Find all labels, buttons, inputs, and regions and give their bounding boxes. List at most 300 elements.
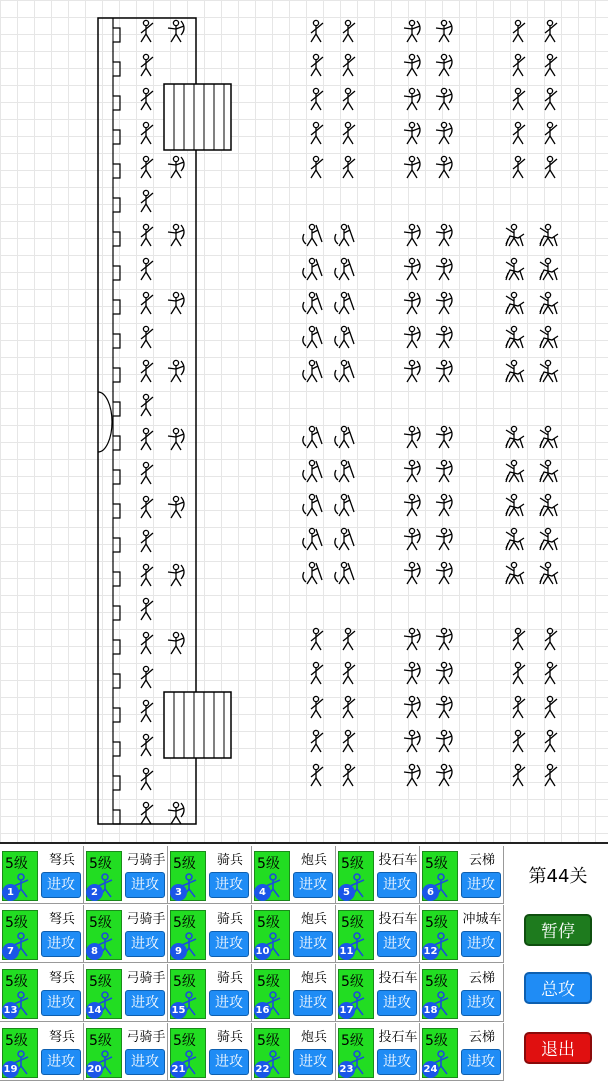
archer-unit: [168, 428, 184, 450]
unit-card: [0, 1023, 84, 1081]
defender-unit: [141, 700, 153, 722]
unit-portrait[interactable]: [254, 851, 290, 901]
unit-name: 炮兵: [300, 853, 327, 868]
archer-unit: [404, 562, 420, 584]
unit-slot-number: 17: [338, 1002, 355, 1019]
defender-unit: [141, 666, 153, 688]
attack-button[interactable]: 进攻: [209, 990, 249, 1016]
heavy-unit: [335, 258, 354, 280]
unit-portrait[interactable]: [422, 910, 458, 960]
unit-card: [0, 905, 84, 963]
unit-portrait[interactable]: [422, 1028, 458, 1078]
archer-unit: [436, 224, 452, 246]
unit-level: 5级: [173, 1033, 196, 1049]
cavalry-unit: [506, 224, 524, 246]
pause-button[interactable]: 暂停: [524, 914, 592, 946]
soldier-unit: [311, 764, 323, 786]
unit-portrait[interactable]: [86, 1028, 122, 1078]
archer-unit: [168, 224, 184, 246]
cavalry-unit: [506, 360, 524, 382]
archer-unit: [404, 224, 420, 246]
archer-unit: [168, 496, 184, 518]
attack-button[interactable]: 进攻: [125, 931, 165, 957]
unit-portrait[interactable]: [170, 851, 206, 901]
attack-button[interactable]: 进攻: [293, 990, 333, 1016]
archer-unit: [436, 662, 452, 684]
unit-portrait[interactable]: [338, 969, 374, 1019]
soldier-unit: [513, 696, 525, 718]
soldier-unit: [343, 628, 355, 650]
soldier-unit: [545, 730, 557, 752]
unit-name: 弓骑手: [126, 971, 166, 986]
heavy-unit: [335, 426, 354, 448]
unit-name: 云梯: [468, 971, 495, 986]
unit-card: [84, 905, 168, 963]
soldier-unit: [513, 54, 525, 76]
unit-card: [168, 846, 252, 904]
heavy-unit: [303, 494, 322, 516]
heavy-unit: [335, 494, 354, 516]
defender-unit: [141, 802, 153, 824]
cavalry-unit: [540, 258, 558, 280]
unit-slot-number: 4: [254, 884, 271, 901]
soldier-unit: [343, 156, 355, 178]
cavalry-unit: [506, 460, 524, 482]
archer-unit: [404, 730, 420, 752]
archer-unit: [168, 802, 184, 824]
fortress-wall-crenellation: [113, 18, 120, 824]
unit-slot-number: 12: [422, 943, 439, 960]
defender-unit: [141, 224, 153, 246]
soldier-unit: [311, 20, 323, 42]
cavalry-unit: [540, 494, 558, 516]
heavy-unit: [303, 528, 322, 550]
unit-level: 5级: [257, 856, 280, 872]
unit-level: 5级: [89, 856, 112, 872]
archer-unit: [404, 156, 420, 178]
unit-level: 5级: [89, 974, 112, 990]
attack-button[interactable]: 进攻: [41, 990, 81, 1016]
unit-portrait[interactable]: [2, 969, 38, 1019]
archer-unit: [404, 292, 420, 314]
soldier-unit: [343, 20, 355, 42]
unit-card: [336, 1023, 420, 1081]
heavy-unit: [303, 360, 322, 382]
defender-unit: [141, 598, 153, 620]
soldier-unit: [343, 764, 355, 786]
cavalry-unit: [506, 258, 524, 280]
archer-unit: [436, 54, 452, 76]
unit-slot-number: 20: [86, 1061, 103, 1078]
unit-level: 5级: [425, 1033, 448, 1049]
soldier-unit: [513, 662, 525, 684]
cavalry-unit: [540, 292, 558, 314]
defender-unit: [141, 88, 153, 110]
defender-unit: [141, 54, 153, 76]
attack-button[interactable]: 进攻: [41, 931, 81, 957]
archer-unit: [436, 696, 452, 718]
attack-button[interactable]: 进攻: [41, 872, 81, 898]
archer-unit: [404, 528, 420, 550]
unit-slot-number: 6: [422, 884, 439, 901]
unit-card: [84, 846, 168, 904]
unit-slot-number: 9: [170, 943, 187, 960]
archer-unit: [436, 494, 452, 516]
unit-card: [0, 846, 84, 904]
soldier-unit: [513, 88, 525, 110]
unit-name: 投石车: [378, 1030, 418, 1045]
defender-unit: [141, 258, 153, 280]
unit-slot-number: 22: [254, 1061, 271, 1078]
archer-unit: [436, 20, 452, 42]
unit-slot-number: 2: [86, 884, 103, 901]
fortress-tower-top: [164, 84, 231, 150]
attack-button[interactable]: 进攻: [377, 990, 417, 1016]
cavalry-unit: [540, 562, 558, 584]
archer-unit: [404, 20, 420, 42]
unit-name: 弩兵: [48, 912, 75, 927]
unit-name: 投石车: [378, 971, 418, 986]
defender-unit: [141, 122, 153, 144]
unit-level: 5级: [341, 974, 364, 990]
archer-unit: [436, 628, 452, 650]
unit-level: 5级: [5, 915, 28, 931]
unit-level: 5级: [341, 915, 364, 931]
soldier-unit: [343, 730, 355, 752]
unit-portrait[interactable]: [86, 910, 122, 960]
cavalry-unit: [506, 426, 524, 448]
soldier-unit: [513, 122, 525, 144]
soldier-unit: [545, 156, 557, 178]
unit-portrait[interactable]: [86, 969, 122, 1019]
unit-level: 5级: [173, 974, 196, 990]
unit-portrait[interactable]: [86, 851, 122, 901]
unit-name: 弓骑手: [126, 853, 166, 868]
archer-unit: [436, 258, 452, 280]
attack-button[interactable]: 进攻: [293, 931, 333, 957]
soldier-unit: [343, 662, 355, 684]
unit-name: 弩兵: [48, 853, 75, 868]
defender-unit: [141, 394, 153, 416]
cavalry-unit: [506, 326, 524, 348]
unit-level: 5级: [257, 1033, 280, 1049]
unit-level: 5级: [173, 915, 196, 931]
unit-portrait[interactable]: [2, 1028, 38, 1078]
soldier-unit: [545, 696, 557, 718]
unit-slot-number: 23: [338, 1061, 355, 1078]
defender-unit: [141, 190, 153, 212]
heavy-unit: [303, 326, 322, 348]
unit-card: [336, 905, 420, 963]
archer-unit: [404, 54, 420, 76]
unit-name: 弩兵: [48, 971, 75, 986]
defender-unit: [141, 20, 153, 42]
soldier-unit: [545, 764, 557, 786]
soldier-unit: [343, 122, 355, 144]
defender-unit: [141, 428, 153, 450]
unit-card: [252, 846, 336, 904]
unit-level: 5级: [257, 915, 280, 931]
archer-unit: [436, 460, 452, 482]
heavy-unit: [303, 562, 322, 584]
heavy-unit: [303, 460, 322, 482]
heavy-unit: [335, 460, 354, 482]
cavalry-unit: [506, 528, 524, 550]
unit-portrait[interactable]: [338, 1028, 374, 1078]
unit-name: 弩兵: [48, 1030, 75, 1045]
heavy-unit: [335, 292, 354, 314]
archer-unit: [436, 426, 452, 448]
unit-card: [252, 905, 336, 963]
soldier-unit: [343, 696, 355, 718]
attack-button[interactable]: 进攻: [125, 990, 165, 1016]
unit-card: [336, 964, 420, 1022]
unit-card: [420, 1023, 504, 1081]
defender-unit: [141, 734, 153, 756]
archer-unit: [404, 426, 420, 448]
attack-button[interactable]: 进攻: [41, 1049, 81, 1075]
unit-name: 冲城车: [462, 912, 502, 927]
unit-level: 5级: [257, 974, 280, 990]
defender-unit: [141, 462, 153, 484]
unit-slot-number: 7: [2, 943, 19, 960]
unit-card: [0, 964, 84, 1022]
archer-unit: [436, 122, 452, 144]
archer-unit: [404, 88, 420, 110]
heavy-unit: [303, 292, 322, 314]
unit-name: 骑兵: [216, 1030, 243, 1045]
unit-slot-number: 24: [422, 1061, 439, 1078]
archer-unit: [168, 292, 184, 314]
heavy-unit: [335, 360, 354, 382]
archer-unit: [168, 20, 184, 42]
unit-card: [84, 1023, 168, 1081]
heavy-unit: [335, 224, 354, 246]
unit-card: [84, 964, 168, 1022]
unit-card: [336, 846, 420, 904]
unit-level: 5级: [173, 856, 196, 872]
archer-unit: [436, 88, 452, 110]
heavy-unit: [335, 528, 354, 550]
unit-level: 5级: [89, 915, 112, 931]
attack-button[interactable]: 进攻: [209, 931, 249, 957]
exit-button[interactable]: 退出: [524, 1032, 592, 1064]
archer-unit: [436, 360, 452, 382]
unit-name: 骑兵: [216, 912, 243, 927]
cavalry-unit: [540, 224, 558, 246]
unit-name: 炮兵: [300, 971, 327, 986]
attack-button[interactable]: 进攻: [461, 1049, 501, 1075]
soldier-unit: [545, 628, 557, 650]
soldier-unit: [311, 156, 323, 178]
attack-button[interactable]: 进攻: [461, 990, 501, 1016]
soldier-unit: [545, 54, 557, 76]
cavalry-unit: [506, 494, 524, 516]
heavy-unit: [303, 426, 322, 448]
archer-unit: [436, 528, 452, 550]
unit-portrait[interactable]: [254, 910, 290, 960]
unit-portrait[interactable]: [2, 851, 38, 901]
unit-level: 5级: [89, 1033, 112, 1049]
attack-button[interactable]: 进攻: [125, 872, 165, 898]
defender-unit: [141, 530, 153, 552]
soldier-unit: [545, 122, 557, 144]
unit-card: [168, 1023, 252, 1081]
cavalry-unit: [506, 562, 524, 584]
unit-slot-number: 1: [2, 884, 19, 901]
unit-slot-number: 14: [86, 1002, 103, 1019]
soldier-unit: [513, 730, 525, 752]
archer-unit: [404, 122, 420, 144]
soldier-unit: [311, 696, 323, 718]
unit-card: [252, 964, 336, 1022]
attack-button[interactable]: 进攻: [377, 872, 417, 898]
unit-slot-number: 3: [170, 884, 187, 901]
cavalry-unit: [540, 426, 558, 448]
attack-button[interactable]: 进攻: [377, 931, 417, 957]
archer-unit: [404, 494, 420, 516]
archer-unit: [168, 360, 184, 382]
archer-unit: [168, 156, 184, 178]
soldier-unit: [545, 20, 557, 42]
archer-unit: [404, 258, 420, 280]
soldier-unit: [513, 764, 525, 786]
unit-portrait[interactable]: [254, 1028, 290, 1078]
unit-portrait[interactable]: [422, 969, 458, 1019]
unit-slot-number: 8: [86, 943, 103, 960]
unit-level: 5级: [425, 856, 448, 872]
archer-unit: [436, 156, 452, 178]
unit-slot-number: 10: [254, 943, 271, 960]
soldier-unit: [311, 122, 323, 144]
unit-name: 炮兵: [300, 1030, 327, 1045]
unit-level: 5级: [425, 915, 448, 931]
archer-unit: [404, 460, 420, 482]
unit-slot-number: 21: [170, 1061, 187, 1078]
unit-level: 5级: [5, 974, 28, 990]
archer-unit: [436, 730, 452, 752]
unit-name: 骑兵: [216, 971, 243, 986]
archer-unit: [168, 564, 184, 586]
defender-unit: [141, 292, 153, 314]
attack-button[interactable]: 进攻: [125, 1049, 165, 1075]
unit-slot-number: 15: [170, 1002, 187, 1019]
archer-unit: [404, 764, 420, 786]
archer-unit: [404, 696, 420, 718]
unit-portrait[interactable]: [422, 851, 458, 901]
attack-button[interactable]: 进攻: [293, 872, 333, 898]
unit-card: [168, 964, 252, 1022]
unit-name: 骑兵: [216, 853, 243, 868]
cavalry-unit: [540, 360, 558, 382]
heavy-unit: [303, 224, 322, 246]
soldier-unit: [545, 88, 557, 110]
unit-card: [252, 1023, 336, 1081]
unit-portrait[interactable]: [254, 969, 290, 1019]
unit-slot-number: 16: [254, 1002, 271, 1019]
defender-unit: [141, 632, 153, 654]
unit-card: [420, 964, 504, 1022]
heavy-unit: [335, 562, 354, 584]
archer-unit: [436, 292, 452, 314]
unit-slot-number: 19: [2, 1061, 19, 1078]
control-panel: [0, 842, 608, 1082]
attack-button[interactable]: 进攻: [461, 931, 501, 957]
attack-button[interactable]: 进攻: [293, 1049, 333, 1075]
archer-unit: [404, 326, 420, 348]
unit-card: [420, 846, 504, 904]
soldier-unit: [513, 156, 525, 178]
unit-level: 5级: [5, 856, 28, 872]
archer-unit: [404, 662, 420, 684]
cavalry-unit: [506, 292, 524, 314]
attack-button[interactable]: 进攻: [461, 872, 501, 898]
unit-name: 弓骑手: [126, 912, 166, 927]
unit-slot-number: 13: [2, 1002, 19, 1019]
unit-portrait[interactable]: [338, 910, 374, 960]
soldier-unit: [343, 54, 355, 76]
unit-level: 5级: [341, 856, 364, 872]
attack-button[interactable]: 进攻: [209, 1049, 249, 1075]
unit-card: [420, 905, 504, 963]
soldier-unit: [311, 54, 323, 76]
heavy-unit: [303, 258, 322, 280]
defender-unit: [141, 564, 153, 586]
unit-portrait[interactable]: [2, 910, 38, 960]
fortress-tower-bottom: [164, 692, 231, 758]
soldier-unit: [513, 20, 525, 42]
unit-level: 5级: [5, 1033, 28, 1049]
unit-name: 炮兵: [300, 912, 327, 927]
unit-level: 5级: [425, 974, 448, 990]
defender-unit: [141, 496, 153, 518]
unit-slot-number: 18: [422, 1002, 439, 1019]
fortress-gate: [98, 392, 112, 452]
unit-name: 云梯: [468, 1030, 495, 1045]
attack-button[interactable]: 进攻: [377, 1049, 417, 1075]
unit-slot-number: 11: [338, 943, 355, 960]
defender-unit: [141, 326, 153, 348]
defender-unit: [141, 156, 153, 178]
defender-unit: [141, 360, 153, 382]
unit-portrait[interactable]: [170, 910, 206, 960]
unit-name: 云梯: [468, 853, 495, 868]
unit-portrait[interactable]: [170, 1028, 206, 1078]
defender-unit: [141, 768, 153, 790]
soldier-unit: [311, 662, 323, 684]
soldier-unit: [311, 88, 323, 110]
soldier-unit: [311, 730, 323, 752]
archer-unit: [436, 562, 452, 584]
archer-unit: [404, 628, 420, 650]
unit-name: 投石车: [378, 912, 418, 927]
unit-slot-number: 5: [338, 884, 355, 901]
attack-button[interactable]: 进攻: [209, 872, 249, 898]
cavalry-unit: [540, 326, 558, 348]
heavy-unit: [335, 326, 354, 348]
soldier-unit: [343, 88, 355, 110]
unit-level: 5级: [341, 1033, 364, 1049]
unit-card: [168, 905, 252, 963]
stage-label: 第44关: [528, 866, 588, 887]
archer-unit: [404, 360, 420, 382]
unit-portrait[interactable]: [338, 851, 374, 901]
all-out-attack-button[interactable]: 总攻: [524, 972, 592, 1004]
archer-unit: [436, 764, 452, 786]
soldier-unit: [545, 662, 557, 684]
cavalry-unit: [540, 528, 558, 550]
unit-portrait[interactable]: [170, 969, 206, 1019]
